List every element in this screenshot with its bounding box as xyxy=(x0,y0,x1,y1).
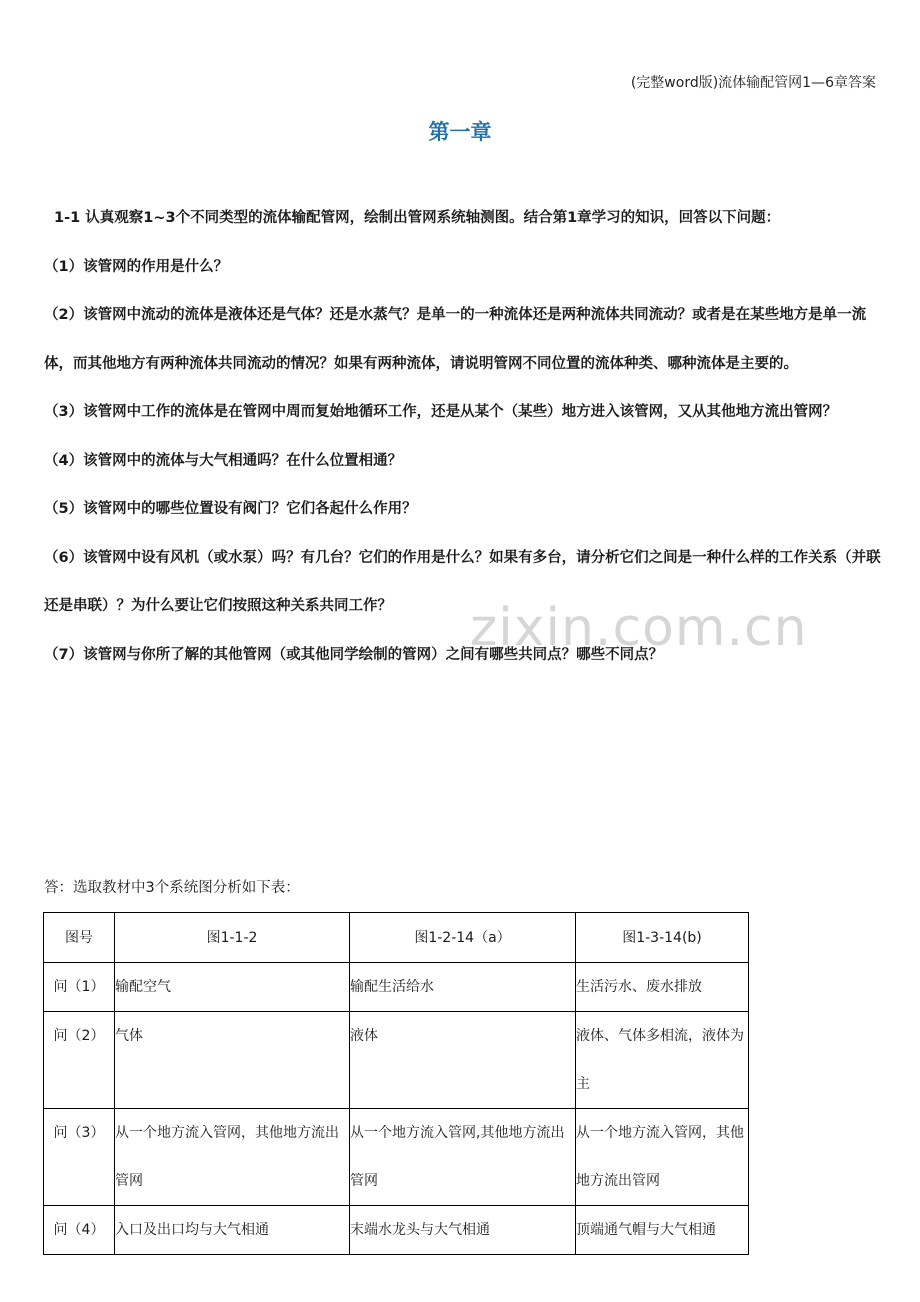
table-cell: 输配空气 xyxy=(115,963,350,1012)
question-item: （4）该管网中的流体与大气相通吗？在什么位置相通？ xyxy=(44,452,403,469)
table-cell: 液体 xyxy=(350,1012,576,1109)
table-cell: 问（2） xyxy=(44,1012,115,1109)
table-header-cell: 图1-2-14（a） xyxy=(350,913,576,963)
answer-table xyxy=(43,912,749,1255)
table-cell: 生活污水、废水排放 xyxy=(576,963,749,1012)
question-item: （2）该管网中流动的流体是液体还是气体？还是水蒸气？是单一的一种流体还是两种流体共同流动？或者是在某些地方是单一流体，而其他地方有两种流体共同流动的情况？如果有两种流体，请说明管网不同位置的流体种类、哪种流体是主要的。 xyxy=(44,307,867,372)
table-cell: 从一个地方流入管网，其他地方流出管网 xyxy=(115,1109,350,1206)
question-list xyxy=(44,194,884,679)
table-cell: 末端水龙头与大气相通 xyxy=(350,1206,576,1255)
question-intro: 1-1 认真观察1~3个不同类型的流体输配管网，绘制出管网系统轴测图。结合第1章学习的知识，回答以下问题： xyxy=(54,210,781,226)
table-row xyxy=(44,1206,749,1255)
table-cell: 问（1） xyxy=(44,963,115,1012)
header-note: (完整word版)流体输配管网1—6章答案 xyxy=(630,75,876,91)
table-cell: 气体 xyxy=(115,1012,350,1109)
table-header-cell: 图1-1-2 xyxy=(115,913,350,963)
table-header-cell: 图号 xyxy=(44,913,115,963)
question-item: （5）该管网中的哪些位置设有阀门？它们各起什么作用？ xyxy=(44,501,417,517)
watermark: zixin.com.cn xyxy=(470,598,808,658)
question-item: （7）该管网与你所了解的其他管网（或其他同学绘制的管网）之间有哪些共同点？哪些不同点？ xyxy=(44,646,664,663)
table-row xyxy=(44,1012,749,1109)
table-cell: 顶端通气帽与大气相通 xyxy=(576,1206,749,1255)
chapter-title: 第一章 xyxy=(428,120,492,144)
table-cell: 问（3） xyxy=(44,1109,115,1206)
question-item: （6）该管网中设有风机（或水泵）吗？有几台？它们的作用是什么？如果有多台，请分析它们之间是一种什么样的工作关系（并联还是串联）？为什么要让它们按照这种关系共同工作？ xyxy=(44,549,881,614)
table-cell: 入口及出口均与大气相通 xyxy=(115,1206,350,1255)
table-cell: 从一个地方流入管网,其他地方流出管网 xyxy=(350,1109,576,1206)
table-header-cell: 图1-3-14(b) xyxy=(576,913,749,963)
answer-intro: 答：选取教材中3个系统图分析如下表： xyxy=(44,880,300,896)
question-item: （3）该管网中工作的流体是在管网中周而复始地循环工作，还是从某个（某些）地方进入该管网，又从其他地方流出管网？ xyxy=(44,404,838,420)
question-item: （1）该管网的作用是什么？ xyxy=(44,258,229,275)
table-cell: 输配生活给水 xyxy=(350,963,576,1012)
table-header-row xyxy=(44,913,749,963)
table-row xyxy=(44,963,749,1012)
table-row xyxy=(44,1109,749,1206)
table-cell: 从一个地方流入管网，其他地方流出管网 xyxy=(576,1109,749,1206)
table-cell: 问（4） xyxy=(44,1206,115,1255)
table-cell: 液体、气体多相流，液体为主 xyxy=(576,1012,749,1109)
